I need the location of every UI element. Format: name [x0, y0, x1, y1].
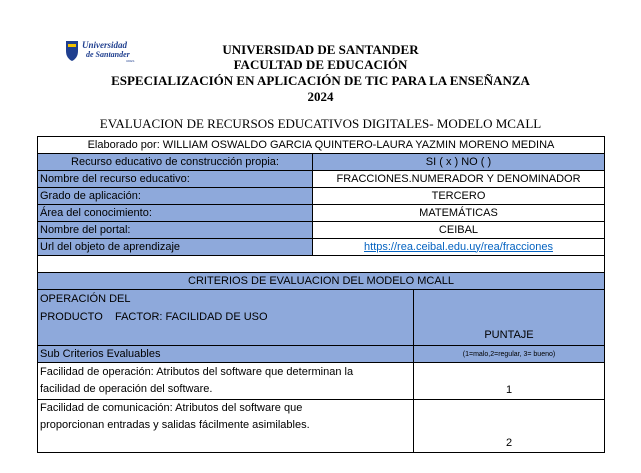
score-scale: (1=malo,2=regular, 3= bueno): [414, 346, 605, 363]
author-cell: Elaborado por: WILLIAM OSWALDO GARCIA QUINTERO-LAURA YAZMIN MORENO MEDINA: [38, 137, 605, 154]
criterion-text: [38, 400, 414, 453]
field-value: CEIBAL: [313, 222, 605, 239]
year-title: 2024: [307, 89, 334, 104]
url-cell: [313, 239, 605, 256]
criterion-text: [38, 363, 414, 400]
logo-tag: UDES: [126, 59, 135, 63]
university-title: UNIVERSIDAD DE SANTANDER: [222, 42, 419, 57]
field-label: Área del conocimiento:: [38, 205, 313, 222]
criterion-line: proporcionan entradas y salidas fácilmente asimilables.: [40, 419, 310, 431]
criterion-score: 1: [414, 363, 605, 400]
field-label: Grado de aplicación:: [38, 188, 313, 205]
operation-line1: OPERACIÓN DEL: [40, 293, 131, 305]
program-title: ESPECIALIZACIÓN EN APLICACIÓN DE TIC PARA LA ENSEÑANZA: [111, 73, 530, 88]
field-label: Nombre del portal:: [38, 222, 313, 239]
resource-url-link[interactable]: https://rea.ceibal.edu.uy/rea/fracciones: [364, 240, 553, 253]
empty-row: [38, 256, 605, 273]
criterion-score: 2: [414, 400, 605, 453]
subcriteria-label: Sub Criterios Evaluables: [38, 346, 414, 363]
field-value: MATEMÁTICAS: [313, 205, 605, 222]
evaluation-subtitle: EVALUACION DE RECURSOS EDUCATIVOS DIGITALES- MODELO MCALL: [99, 116, 542, 131]
score-header: PUNTAJE: [414, 290, 605, 346]
logo-line2: de Santander: [86, 50, 130, 59]
field-label: Url del objeto de aprendizaje: [38, 239, 313, 256]
logo-line1: Universidad: [82, 40, 127, 50]
faculty-title: FACULTAD DE EDUCACIÓN: [233, 57, 408, 72]
field-value: FRACCIONES.NUMERADOR Y DENOMINADOR: [313, 171, 605, 188]
resource-own-label: Recurso educativo de construcción propia:: [38, 154, 313, 171]
criteria-title: CRITERIOS DE EVALUACION DEL MODELO MCALL: [38, 273, 605, 290]
operation-line2: PRODUCTO FACTOR: FACILIDAD DE USO: [40, 311, 268, 323]
resource-own-value: SI ( x ) NO ( ): [313, 154, 605, 171]
evaluation-table: [37, 136, 605, 453]
field-value: TERCERO: [313, 188, 605, 205]
criterion-line: Facilidad de comunicación: Atributos del software que: [40, 402, 303, 414]
criterion-line: facilidad de operación del software.: [40, 383, 213, 395]
operation-factor-cell: [38, 290, 414, 346]
criterion-line: Facilidad de operación: Atributos del software que determinan la: [40, 366, 354, 378]
field-label: Nombre del recurso educativo:: [38, 171, 313, 188]
